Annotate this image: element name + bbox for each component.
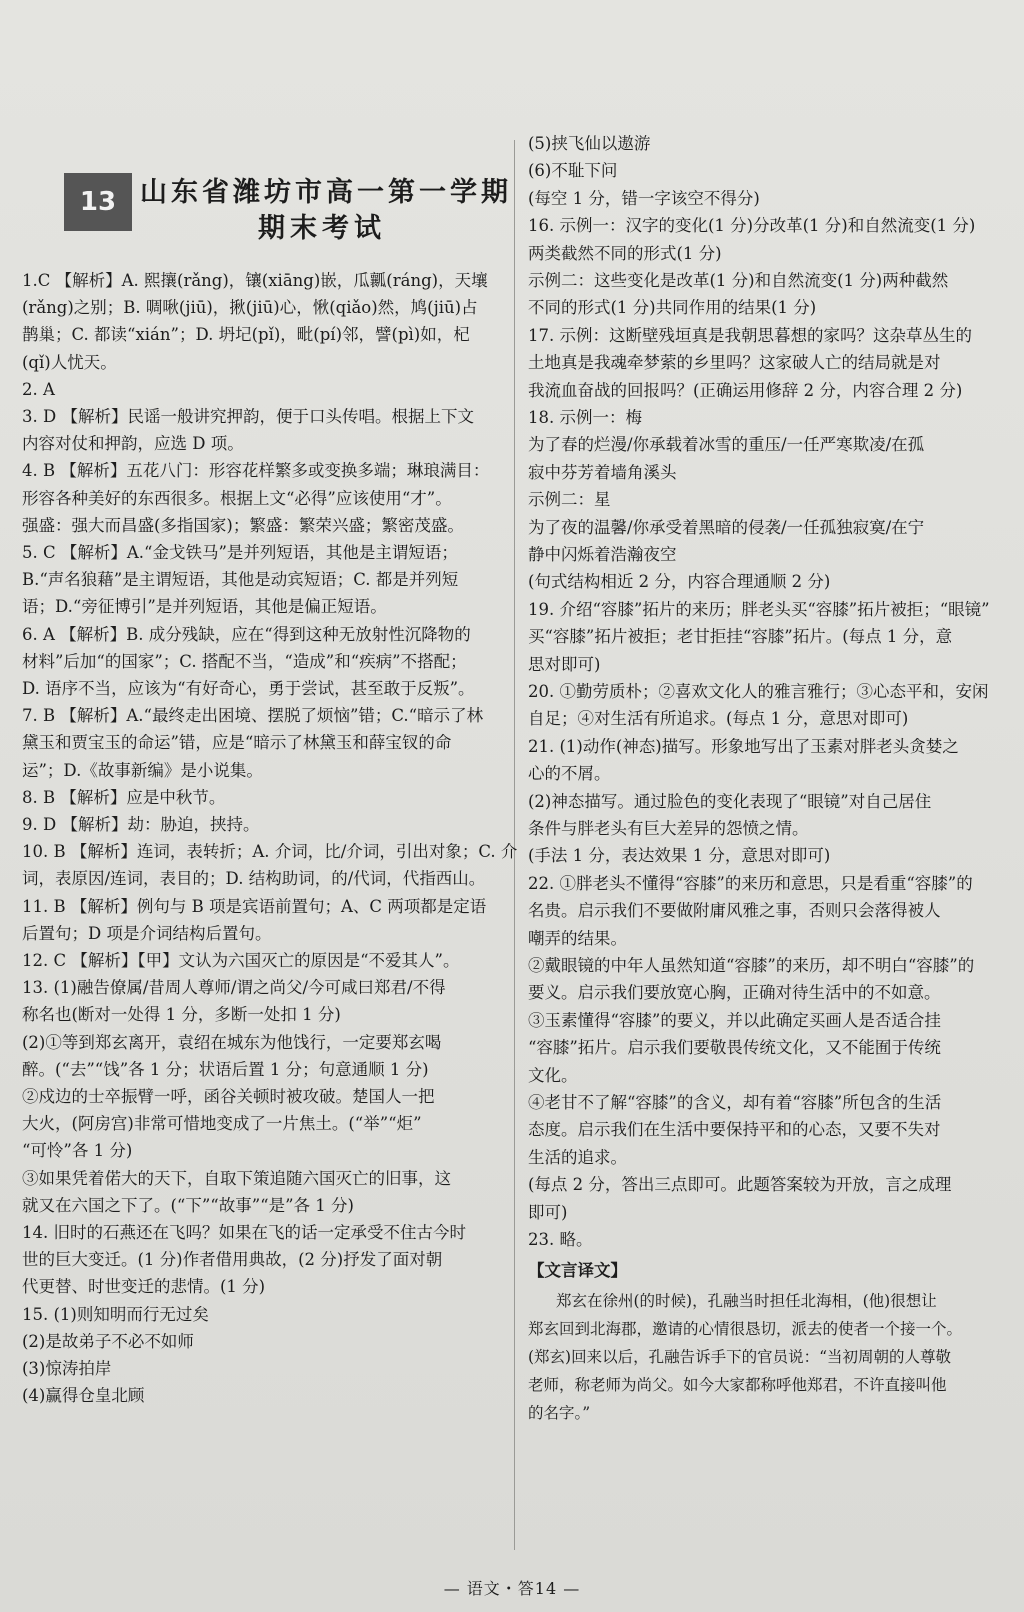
answer-line: 两类截然不同的形式(1 分) xyxy=(528,243,722,263)
answer-line: 寂中芬芳着墙角溪头 xyxy=(528,462,677,482)
answer-line: 要义。启示我们要放宽心胸，正确对待生活中的不如意。 xyxy=(528,983,941,1003)
answer-line: 形容各种美好的东西很多。根据上文“必得”应该使用“才”。 xyxy=(22,488,452,508)
translation-line: (郑玄)回来以后，孔融告诉手下的官员说：“当初周朝的人尊敬 xyxy=(528,1348,952,1367)
answer-line: 自足；④对生活有所追求。(每点 1 分，意思对即可) xyxy=(528,709,909,729)
answer-line: 世的巨大变迁。(1 分)作者借用典故，(2 分)抒发了面对朝 xyxy=(22,1250,443,1270)
answer-line: 鹊巢；C. 都读“xián”；D. 坍圮(pǐ)，毗(pí)邻，譬(pì)如，杞 xyxy=(22,325,470,345)
answer-line: 醉。(“去”“饯”各 1 分；状语后置 1 分；句意通顺 1 分) xyxy=(22,1059,429,1079)
answer-line: (rǎng)之别；B. 啁啾(jiū)，揪(jiū)心，愀(qiǎo)然，鸠(jiū)占 xyxy=(22,298,478,318)
answer-line: 2. A xyxy=(22,379,55,399)
answer-line: 8. B 【解析】应是中秋节。 xyxy=(22,787,226,807)
answer-line: 思对即可) xyxy=(528,654,601,674)
answer-line: 3. D 【解析】民谣一般讲究押韵，便于口头传唱。根据上下文 xyxy=(22,407,474,426)
answer-line: 16. 示例一：汉字的变化(1 分)分改革(1 分)和自然流变(1 分) xyxy=(528,216,976,236)
answer-line: 23. 略。 xyxy=(528,1230,593,1249)
answer-line: 7. B 【解析】A.“最终走出困境、摆脱了烦恼”错；C.“暗示了林 xyxy=(22,706,484,726)
answer-line: “可怜”各 1 分) xyxy=(22,1141,133,1161)
answer-line: (句式结构相近 2 分，内容合理通顺 2 分) xyxy=(528,572,831,592)
answer-line: ③如果凭着偌大的天下，自取下策追随六国灭亡的旧事，这 xyxy=(22,1168,451,1188)
answer-line: 材料”后加“的国家”；C. 搭配不当，“造成”和“疾病”不搭配； xyxy=(22,651,467,671)
exam-title: 山东省潍坊市高一第一学期 xyxy=(140,177,512,208)
page-footer: — 语文・答14 — xyxy=(443,1579,581,1598)
answer-line: 17. 示例：这断壁残垣真是我朝思暮想的家吗？这杂草丛生的 xyxy=(528,325,972,345)
answer-line: 20. ①勤劳质朴；②喜欢文化人的雅言雅行；③心态平和，安闲 xyxy=(528,682,989,701)
answer-line: 生活的追求。 xyxy=(528,1147,627,1167)
answer-line: 内容对仗和押韵，应选 D 项。 xyxy=(22,434,244,454)
answer-line: (5)挟飞仙以遨游 xyxy=(528,134,651,153)
answer-line: (qǐ)人忧天。 xyxy=(22,352,117,372)
answer-line: 15. (1)则知明而行无过矣 xyxy=(22,1304,209,1324)
answer-line: (6)不耻下问 xyxy=(528,161,618,181)
answer-line: 即可) xyxy=(528,1202,568,1222)
answer-line: 大火，(阿房宫)非常可惜地变成了一片焦土。(“举”“炬” xyxy=(22,1114,422,1134)
answer-line: 静中闪烁着浩瀚夜空 xyxy=(528,545,677,564)
answer-line: 22. ①胖老头不懂得“容膝”的来历和意思，只是看重“容膝”的 xyxy=(528,873,973,893)
answer-line: (手法 1 分，表达效果 1 分，意思对即可) xyxy=(528,846,831,866)
answer-line: (每点 2 分，答出三点即可。此题答案较为开放，言之成理 xyxy=(528,1175,952,1195)
translation-line: 郑玄在徐州(的时候)，孔融当时担任北海相，(他)很想让 xyxy=(556,1292,937,1311)
answer-line: (2)是故弟子不必不如师 xyxy=(22,1331,194,1351)
answer-line: 10. B 【解析】连词，表转折；A. 介词，比/介词，引出对象；C. 介 xyxy=(22,842,518,862)
answer-line: 4. B 【解析】五花八门：形容花样繁多或变换多端；琳琅满目： xyxy=(22,461,490,481)
answer-line: 代更替、时世变迁的悲情。(1 分) xyxy=(22,1277,266,1297)
answer-line: 名贵。启示我们不要做附庸风雅之事，否则只会落得被人 xyxy=(528,901,941,921)
exam-subtitle: 期末考试 xyxy=(258,213,386,244)
answer-line: ②戴眼镜的中年人虽然知道“容膝”的来历，却不明白“容膝”的 xyxy=(528,956,975,975)
answer-line: 我流血奋战的回报吗？(正确运用修辞 2 分，内容合理 2 分) xyxy=(528,380,963,400)
answer-line: 词，表原因/连词，表目的；D. 结构助词，的/代词，代指西山。 xyxy=(22,869,486,889)
answer-line: 买“容膝”拓片被拒；老甘拒挂“容膝”拓片。(每点 1 分，意 xyxy=(528,627,953,647)
answer-line: (每空 1 分，错一字该空不得分) xyxy=(528,188,760,208)
answer-line: 不同的形式(1 分)共同作用的结果(1 分) xyxy=(528,298,817,318)
answer-line: 心的不屑。 xyxy=(528,764,611,784)
answer-line: 21. (1)动作(神态)描写。形象地写出了玉素对胖老头贪婪之 xyxy=(528,736,959,756)
answer-line: B.“声名狼藉”是主谓短语，其他是动宾短语；C. 都是并列短 xyxy=(22,570,459,590)
section-number-badge: 13 xyxy=(64,173,132,231)
answer-line: 称名也(断对一处得 1 分，多断一处扣 1 分) xyxy=(22,1005,341,1025)
answer-line: 示例二：这些变化是改革(1 分)和自然流变(1 分)两种截然 xyxy=(528,271,949,290)
answer-line: 文化。 xyxy=(528,1065,578,1085)
answer-line: ②戍边的士卒振臂一呼，函谷关顿时被攻破。楚国人一把 xyxy=(22,1087,435,1106)
answer-line: (2)①等到郑玄离开，袁绍在城东为他饯行，一定要郑玄喝 xyxy=(22,1032,442,1052)
answer-line: 条件与胖老头有巨大差异的怨愤之情。 xyxy=(528,819,809,838)
answer-line: “容膝”拓片。启示我们要敬畏传统文化，又不能囿于传统 xyxy=(528,1038,941,1058)
answer-line: 后置句；D 项是介词结构后置句。 xyxy=(22,923,272,943)
answer-line: 示例二：星 xyxy=(528,490,611,510)
translation-line: 的名字。” xyxy=(528,1404,591,1423)
answer-line: 态度。启示我们在生活中要保持平和的心态，又要不失对 xyxy=(528,1120,941,1140)
answer-line: 为了夜的温馨/你承受着黑暗的侵袭/一任孤独寂寞/在宁 xyxy=(528,517,925,537)
answer-line: 土地真是我魂牵梦萦的乡里吗？这家破人亡的结局就是对 xyxy=(528,353,941,373)
answer-line: 就又在六国之下了。(“下”“故事”“是”各 1 分) xyxy=(22,1195,354,1215)
answer-line: (2)神态描写。通过脸色的变化表现了“眼镜”对自己居住 xyxy=(528,791,932,811)
answer-line: 强盛：强大而昌盛(多指国家)；繁盛：繁荣兴盛；繁密茂盛。 xyxy=(22,515,464,535)
answer-line: ③玉素懂得“容膝”的要义，并以此确定买画人是否适合挂 xyxy=(528,1010,941,1030)
answer-line: D. 语序不当，应该为“有好奇心，勇于尝试，甚至敢于反叛”。 xyxy=(22,679,475,698)
answer-line: 19. 介绍“容膝”拓片的来历；胖老头买“容膝”拓片被拒；“眼镜” xyxy=(528,599,990,619)
answer-line: ④老甘不了解“容膝”的含义，却有着“容膝”所包含的生活 xyxy=(528,1093,942,1112)
answer-line: 嘲弄的结果。 xyxy=(528,928,627,948)
answer-line: 语；D.“旁征博引”是并列短语，其他是偏正短语。 xyxy=(22,597,387,617)
translation-line: 老师，称老师为尚父。如今大家都称呼他郑君，不许直接叫他 xyxy=(528,1376,947,1395)
answer-line: 11. B 【解析】例句与 B 项是宾语前置句；A、C 两项都是定语 xyxy=(22,896,487,916)
answer-line: 13. (1)融告僚属/昔周人尊师/谓之尚父/今可咸曰郑君/不得 xyxy=(22,978,446,998)
answer-line: (4)赢得仓皇北顾 xyxy=(22,1386,145,1406)
answer-line: 12. C 【解析】【甲】文认为六国灭亡的原因是“不爱其人”。 xyxy=(22,951,460,970)
answer-line: 1.C 【解析】A. 熙攘(rǎng)，镶(xiāng)嵌，瓜瓤(ráng)，天壤 xyxy=(22,271,488,290)
translation-heading: 【文言译文】 xyxy=(528,1261,627,1281)
answer-line: 9. D 【解析】劫：胁迫，挟持。 xyxy=(22,815,260,834)
answer-line: 运”；D.《故事新编》是小说集。 xyxy=(22,760,263,780)
answer-line: (3)惊涛拍岸 xyxy=(22,1359,112,1378)
answer-line: 黛玉和贾宝玉的命运”错，应是“暗示了林黛玉和薛宝钗的命 xyxy=(22,733,452,753)
answer-line: 6. A 【解析】B. 成分残缺，应在“得到这种无放射性沉降物的 xyxy=(22,624,471,644)
answer-line: 为了春的烂漫/你承载着冰雪的重压/一任严寒欺凌/在孤 xyxy=(528,435,925,455)
answer-line: 14. 旧时的石燕还在飞吗？如果在飞的话一定承受不住古今时 xyxy=(22,1223,466,1242)
answer-line: 18. 示例一：梅 xyxy=(528,408,642,427)
answer-line: 5. C 【解析】A.“金戈铁马”是并列短语，其他是主谓短语； xyxy=(22,543,458,562)
translation-line: 郑玄回到北海郡，邀请的心情很恳切，派去的使者一个接一个。 xyxy=(528,1320,963,1339)
